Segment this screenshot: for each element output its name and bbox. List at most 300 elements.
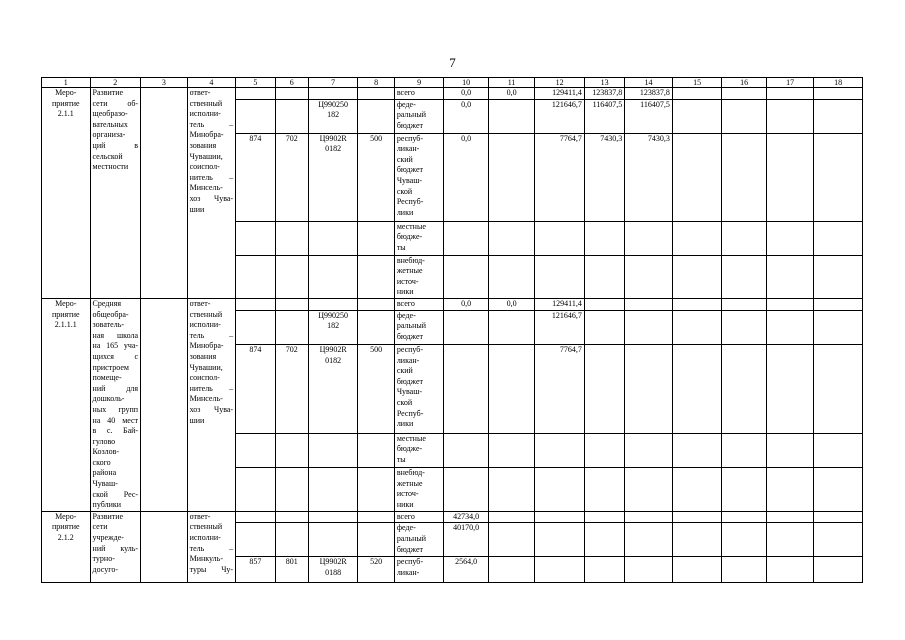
cell-line: сельской [92,151,123,161]
empty-cell [141,298,188,511]
cell-line: источ- [396,489,419,499]
cell-line: лики [396,207,414,217]
amount-12-cell [535,511,585,523]
amount-13-cell [584,468,624,512]
measure-description-cell [90,88,141,299]
empty-cell-15 [672,99,722,133]
code-5-cell: 874 [236,344,275,433]
code-6-cell [275,298,308,310]
cell-line: хоз Чува- [189,404,234,414]
cell-line: ций в [92,140,139,150]
cell-line: Козлов- [92,447,120,457]
code-7-cell [308,511,358,523]
amount-13-cell [584,310,624,344]
cell-line: бюджет [396,120,423,130]
cell-line: сети об- [92,98,139,108]
funding-source-cell [394,99,444,133]
measure-description-cell [90,298,141,511]
cell-line: общеобра- [92,309,129,319]
cell-line: ской Рес- [92,489,139,499]
code-8-cell [358,99,394,133]
code-5-cell [236,99,275,133]
code-8-cell [358,255,394,298]
cell-line: 182 [327,110,340,120]
amount-14-cell [625,468,673,512]
cell-line: феде- [396,99,416,109]
cell-line: ской [396,397,413,407]
amount-14-cell [625,511,673,523]
empty-cell-16 [722,557,766,583]
amount-11-cell [488,255,535,298]
cell-line: турно- [92,554,115,564]
empty-cell-16 [722,99,766,133]
code-8-cell [358,433,394,467]
responsible-executor-cell [187,511,236,583]
code-7-cell [308,99,358,133]
empty-cell-18 [814,511,863,523]
amount-12-cell: 121646,7 [535,310,585,344]
amount-11-cell [488,99,535,133]
header-cell-1: 1 [42,78,91,88]
code-7-cell [308,310,358,344]
header-cell-9: 9 [394,78,444,88]
cell-line: соиспол- [189,373,220,383]
cell-line: помеще- [92,373,122,383]
empty-cell-17 [766,511,814,523]
amount-14-cell [625,221,673,255]
code-5-cell [236,468,275,512]
cell-line: жетные [396,478,423,488]
cell-line: местные [396,221,426,231]
responsible-executor-cell [187,88,236,299]
amount-14-cell: 123837,8 [625,88,673,100]
code-7-cell [308,468,358,512]
code-7-cell [308,255,358,298]
amount-10-cell [444,344,488,433]
amount-11-cell [488,221,535,255]
measure-name-cell [42,511,91,583]
funding-source-cell [394,344,444,433]
header-cell-16: 16 [722,78,766,88]
cell-line: лики [396,419,414,429]
cell-line: приятие [51,522,80,532]
cell-line: внебюд- [396,255,425,265]
code-6-cell [275,255,308,298]
empty-cell-18 [814,523,863,557]
cell-line: ний куль- [92,543,139,553]
cell-line: Ц990250 [318,99,349,109]
cell-line: ственный [189,309,223,319]
funding-source-cell [394,511,444,523]
cell-line: приятие [51,98,80,108]
code-8-cell [358,221,394,255]
cell-line: тель – [189,119,234,129]
code-5-cell: 857 [236,557,275,583]
code-7-cell [308,298,358,310]
cell-line: Минобра- [189,130,224,140]
amount-11-cell [488,468,535,512]
cell-line: Ц9902R [319,344,347,354]
empty-cell-17 [766,557,814,583]
cell-line: ная школа [92,330,139,340]
code-7-cell [308,523,358,557]
cell-line: ний для [92,383,139,393]
cell-line: вательных [92,119,128,129]
code-6-cell: 702 [275,133,308,221]
code-5-cell [236,310,275,344]
cell-line: всего [396,88,415,97]
cell-line: ники [396,287,414,297]
amount-13-cell [584,255,624,298]
code-8-cell [358,468,394,512]
cell-line: досуго- [92,564,118,574]
empty-cell-17 [766,523,814,557]
code-7-cell [308,557,358,583]
cell-line: тель – [189,543,234,553]
cell-line: Респуб- [396,408,424,418]
amount-10-cell: 0,0 [444,133,488,221]
cell-line: сети [92,522,108,532]
amount-10-cell [444,255,488,298]
header-cell-7: 7 [308,78,358,88]
amount-11-cell [488,133,535,221]
empty-cell-16 [722,511,766,523]
cell-line: внебюд- [396,468,425,478]
cell-line: респуб- [396,344,424,354]
amount-13-cell [584,298,624,310]
amount-10-cell: 0,0 [444,99,488,133]
header-cell-4: 4 [187,78,236,88]
cell-line: щихся с [92,351,139,361]
cell-line: приятие [51,309,80,319]
cell-line: Минобра- [189,341,224,351]
cell-line: источ- [396,276,419,286]
amount-10-cell [444,221,488,255]
cell-line: феде- [396,310,416,320]
cell-line: гулово [92,436,116,446]
empty-cell-15 [672,221,722,255]
cell-line: ский [396,154,413,164]
cell-line: шии [189,204,205,214]
code-6-cell [275,221,308,255]
code-7-cell [308,221,358,255]
cell-line: бюджет [396,376,423,386]
header-cell-3: 3 [141,78,188,88]
code-5-cell: 874 [236,133,275,221]
code-8-cell: 500 [358,344,394,433]
amount-11-cell: 0,0 [488,88,535,100]
amount-14-cell [625,433,673,467]
cell-line: ственный [189,98,223,108]
funding-source-cell [394,133,444,221]
cell-line: Развитие [92,88,124,97]
header-cell-10: 10 [444,78,488,88]
header-cell-8: 8 [358,78,394,88]
code-6-cell [275,468,308,512]
cell-line: на 165 уча- [92,341,139,351]
amount-14-cell [625,344,673,433]
amount-12-cell: 121646,7 [535,99,585,133]
empty-cell-17 [766,99,814,133]
code-5-cell [236,255,275,298]
header-cell-15: 15 [672,78,722,88]
amount-12-cell [535,433,585,467]
amount-13-cell: 116407,5 [584,99,624,133]
cell-line: Ц9902R [319,133,347,143]
empty-cell-18 [814,88,863,100]
amount-10-cell [444,433,488,467]
amount-14-cell [625,523,673,557]
amount-14-cell: 116407,5 [625,99,673,133]
empty-cell-17 [766,344,814,433]
empty-cell-16 [722,523,766,557]
empty-cell-18 [814,99,863,133]
cell-line: туры Чу- [189,564,234,574]
cell-line: Респуб- [396,197,424,207]
amount-10-cell: 0,0 [444,88,488,100]
cell-line: 2.1.2 [57,533,74,543]
cell-line: хоз Чува- [189,193,234,203]
cell-line: ответ- [189,511,211,521]
amount-12-cell [535,221,585,255]
empty-cell-16 [722,468,766,512]
empty-cell-16 [722,310,766,344]
cell-line: ликан- [396,568,420,578]
amount-10-cell [444,468,488,512]
amount-13-cell [584,557,624,583]
header-cell-11: 11 [488,78,535,88]
funding-source-cell [394,255,444,298]
empty-cell-15 [672,88,722,100]
empty-cell-17 [766,221,814,255]
cell-line: 2.1.1.1 [54,320,77,330]
amount-12-cell [535,557,585,583]
empty-cell-18 [814,557,863,583]
cell-line: ральный [396,321,427,331]
amount-11-cell: 0,0 [488,298,535,310]
code-8-cell [358,523,394,557]
cell-line: феде- [396,523,416,533]
measure-row [42,88,863,100]
header-cell-17: 17 [766,78,814,88]
empty-cell-15 [672,433,722,467]
funding-source-cell [394,88,444,100]
cell-line: Меро- [55,298,77,308]
code-5-cell [236,298,275,310]
code-5-cell [236,511,275,523]
empty-cell-15 [672,557,722,583]
cell-line: соиспол- [189,162,220,172]
cell-line: Чуваш- [396,387,423,397]
code-6-cell [275,523,308,557]
cell-line: публики [92,500,122,510]
measure-name-cell [42,88,91,299]
code-6-cell [275,511,308,523]
cell-line: ральный [396,110,427,120]
cell-line: респуб- [396,133,424,143]
amount-13-cell [584,433,624,467]
code-6-cell [275,88,308,100]
cell-line: зования [189,140,217,150]
cell-line: нитель – [189,172,234,182]
cell-line: бюдже- [396,444,423,454]
page-number: 7 [449,55,456,70]
code-7-cell [308,433,358,467]
empty-cell-17 [766,298,814,310]
header-cell-13: 13 [584,78,624,88]
amount-11-cell [488,511,535,523]
amount-13-cell [584,523,624,557]
code-7-cell [308,88,358,100]
cell-line: Чувашии, [189,151,223,161]
empty-cell-18 [814,433,863,467]
empty-cell [141,511,188,583]
amount-12-cell: 129411,4 [535,88,585,100]
cell-line: Развитие [92,511,124,521]
code-5-cell [236,433,275,467]
cell-line: ликан- [396,355,420,365]
cell-line: ных групп [92,404,139,414]
cell-line: ской [396,186,413,196]
amount-11-cell [488,344,535,433]
funding-source-cell [394,298,444,310]
cell-line: Чуваш- [396,175,423,185]
amount-12-cell [535,523,585,557]
responsible-executor-cell [187,298,236,511]
measure-row [42,511,863,523]
empty-cell-16 [722,133,766,221]
cell-line: бюджет [396,331,423,341]
amount-11-cell [488,523,535,557]
cell-line: щеобразо- [92,109,128,119]
amount-13-cell: 123837,8 [584,88,624,100]
cell-line: шии [189,415,205,425]
cell-line: ты [396,454,406,464]
empty-cell-17 [766,255,814,298]
amount-10-cell: 0,0 [444,298,488,310]
amount-11-cell [488,310,535,344]
empty-cell-16 [722,344,766,433]
cell-line: Минсель- [189,394,223,404]
code-8-cell [358,310,394,344]
cell-line: всего [396,511,415,521]
cell-line: Ц9902R [319,557,347,567]
code-5-cell [236,523,275,557]
cell-line: нитель – [189,383,234,393]
header-cell-14: 14 [625,78,673,88]
amount-12-cell: 129411,4 [535,298,585,310]
empty-cell-15 [672,298,722,310]
amount-10-cell: 42734,0 [444,511,488,523]
cell-line: 0182 [325,144,342,154]
cell-line: 0182 [325,355,342,365]
cell-line: Ц990250 [318,310,349,320]
cell-line: зования [189,351,217,361]
code-8-cell: 500 [358,133,394,221]
funding-source-cell [394,468,444,512]
empty-cell-17 [766,468,814,512]
empty-cell-17 [766,88,814,100]
cell-line: исполни- [189,533,221,543]
cell-line: Меро- [55,88,77,97]
cell-line: Средняя [92,298,122,308]
amount-12-cell [535,255,585,298]
cell-line: ский [396,366,413,376]
empty-cell-18 [814,344,863,433]
empty-cell-15 [672,511,722,523]
empty-cell-16 [722,433,766,467]
empty-cell-16 [722,255,766,298]
cell-line: пристроем [92,362,129,372]
budget-table [41,77,863,583]
amount-12-cell [535,468,585,512]
cell-line: исполни- [189,109,221,119]
empty-cell-15 [672,310,722,344]
cell-line: Чувашии, [189,362,223,372]
empty-cell-17 [766,433,814,467]
cell-line: ответ- [189,298,211,308]
empty-cell-15 [672,255,722,298]
cell-line: учрежде- [92,533,124,543]
code-6-cell [275,310,308,344]
measure-name-cell [42,298,91,511]
cell-line: 2.1.1 [57,109,74,119]
cell-line: организа- [92,130,126,140]
code-6-cell: 801 [275,557,308,583]
amount-11-cell [488,557,535,583]
cell-line: жетные [396,266,423,276]
measure-row [42,298,863,310]
cell-line: Чуваш- [92,479,118,489]
amount-13-cell [584,344,624,433]
empty-cell-17 [766,133,814,221]
code-8-cell [358,511,394,523]
measure-description-cell [90,511,141,583]
funding-source-cell [394,523,444,557]
amount-14-cell [625,557,673,583]
empty-cell-16 [722,298,766,310]
header-cell-6: 6 [275,78,308,88]
empty-cell-18 [814,468,863,512]
empty-cell-15 [672,523,722,557]
funding-source-cell [394,310,444,344]
cell-line: района [92,468,117,478]
cell-line: местности [92,162,129,172]
empty-cell-18 [814,298,863,310]
cell-line: 0188 [325,568,342,578]
amount-13-cell [584,511,624,523]
cell-line: ответ- [189,88,211,97]
empty-cell-18 [814,310,863,344]
code-5-cell [236,221,275,255]
cell-line: местные [396,433,426,443]
header-row [42,78,863,88]
code-8-cell [358,88,394,100]
code-5-cell [236,88,275,100]
cell-line: тель – [189,330,234,340]
amount-10-cell [444,310,488,344]
empty-cell-16 [722,88,766,100]
header-cell-5: 5 [236,78,275,88]
code-6-cell: 702 [275,344,308,433]
cell-line: ты [396,242,406,252]
funding-source-cell [394,433,444,467]
header-cell-12: 12 [535,78,585,88]
amount-14-cell [625,298,673,310]
code-6-cell [275,99,308,133]
amount-10-cell: 40170,0 [444,523,488,557]
cell-line: Минкуль- [189,554,223,564]
